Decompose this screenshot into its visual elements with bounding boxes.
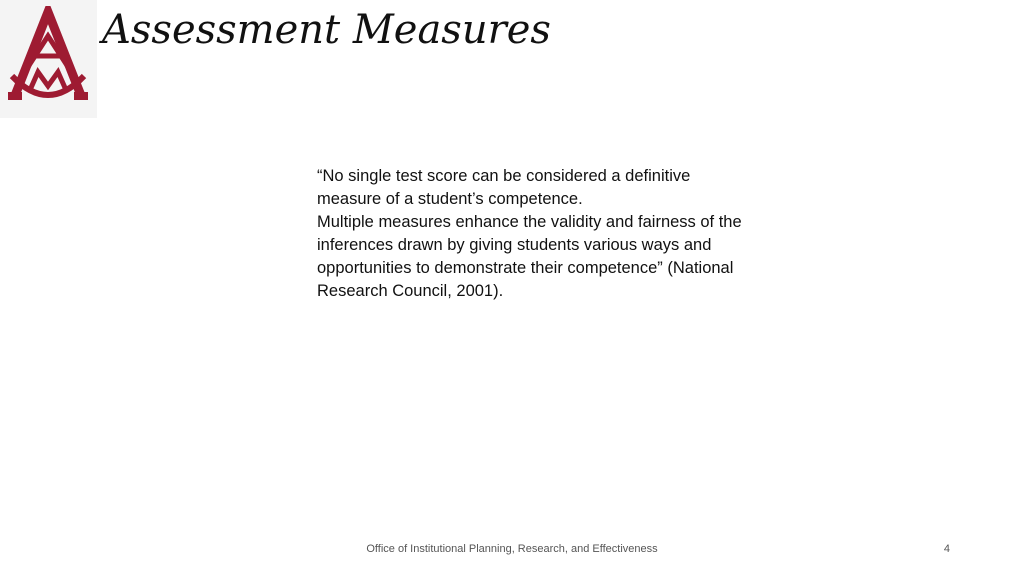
- footer-text: Office of Institutional Planning, Research, and Effectiveness: [366, 543, 658, 555]
- page-number: 4: [943, 543, 950, 555]
- quote-line: “No single test score can be considered a definitive measure of a student’s competence.: [317, 167, 691, 208]
- quote-line: Multiple measures enhance the validity and fairness of the inferences drawn by giving students various ways and opportunities to demonstrate their competence” (National Research Council, 2001).: [317, 213, 742, 300]
- university-logo: [0, 0, 97, 118]
- quote-block: [317, 165, 757, 303]
- slide-title: Assessment Measures: [102, 7, 551, 53]
- aamu-monogram-icon: [6, 6, 90, 102]
